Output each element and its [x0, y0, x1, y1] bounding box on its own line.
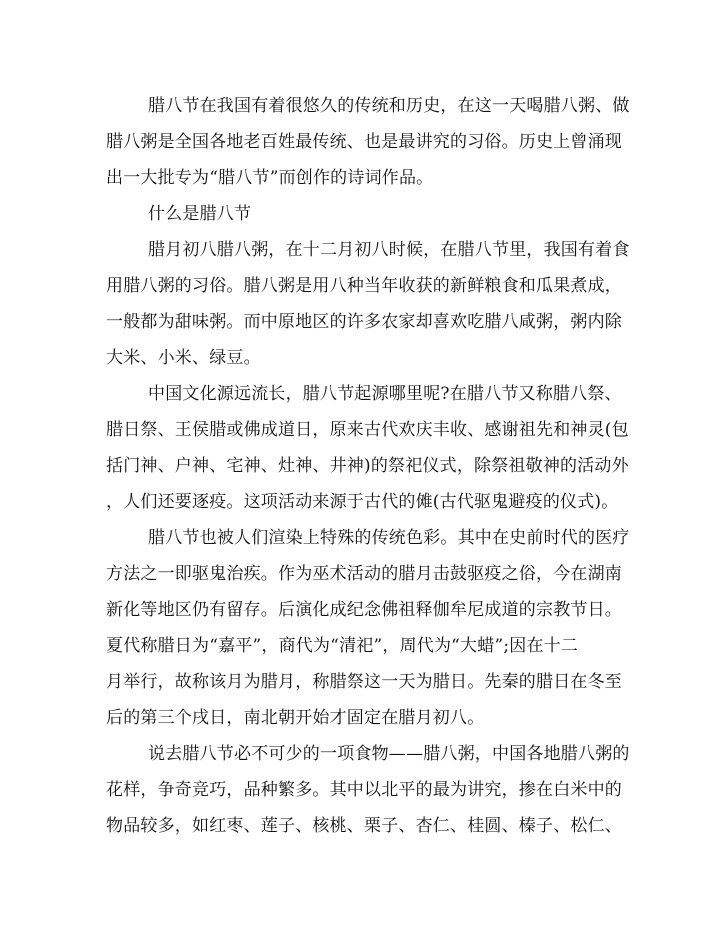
paragraph-line: 花样，争奇竞巧，品种繁多。其中以北平的最为讲究，掺在白米中的: [106, 780, 622, 800]
paragraph-line: 腊八节在我国有着很悠久的传统和历史，在这一天喝腊八粥、做: [148, 96, 630, 116]
document-body: [106, 88, 630, 844]
paragraph-line: ，人们还要逐疫。这项活动来源于古代的傩(古代驱鬼避疫的仪式)。: [106, 492, 619, 512]
paragraph-line: 夏代称腊日为“嘉平”，商代为“清祀”，周代为“大蜡”;因在十二: [106, 636, 579, 656]
paragraph-line: 腊八粥是全国各地老百姓最传统、也是最讲究的习俗。历史上曾涌现: [106, 132, 622, 152]
paragraph-line: 出一大批专为“腊八节”而创作的诗词作品。: [106, 168, 434, 188]
paragraph-line: 一般都为甜味粥。而中原地区的许多农家却喜欢吃腊八咸粥，粥内除: [106, 312, 622, 332]
paragraph-line: 说去腊八节必不可少的一项食物——腊八粥，中国各地腊八粥的: [148, 744, 630, 764]
paragraph-line: 腊八节也被人们渲染上特殊的传统色彩。其中在史前时代的医疗: [148, 528, 630, 548]
paragraph-line: 后的第三个戌日，南北朝开始才固定在腊月初八。: [106, 708, 485, 728]
paragraph-line: 腊月初八腊八粥，在十二月初八时候，在腊八节里，我国有着食: [148, 240, 630, 260]
section-heading: 什么是腊八节: [148, 204, 252, 224]
paragraph-line: 方法之一即驱鬼治疾。作为巫术活动的腊月击鼓驱疫之俗，今在湖南: [106, 564, 622, 584]
paragraph-line: 大米、小米、绿豆。: [106, 348, 261, 368]
paragraph-line: 物品较多，如红枣、莲子、核桃、栗子、杏仁、桂圆、榛子、松仁、: [106, 816, 622, 836]
paragraph-line: 中国文化源远流长，腊八节起源哪里呢?在腊八节又称腊八祭、: [148, 384, 622, 404]
paragraph-line: 腊日祭、王侯腊或佛成道日，原来古代欢庆丰收、感谢祖先和神灵(包: [106, 420, 629, 440]
paragraph-line: 用腊八粥的习俗。腊八粥是用八种当年收获的新鲜粮食和瓜果煮成，: [106, 276, 622, 296]
paragraph-line: 月举行，故称该月为腊月，称腊祭这一天为腊日。先秦的腊日在冬至: [106, 672, 622, 692]
paragraph-line: 括门神、户神、宅神、灶神、井神)的祭祀仪式，除祭祖敬神的活动外: [106, 456, 629, 476]
paragraph-line: 新化等地区仍有留存。后演化成纪念佛祖释伽牟尼成道的宗教节日。: [106, 600, 622, 620]
